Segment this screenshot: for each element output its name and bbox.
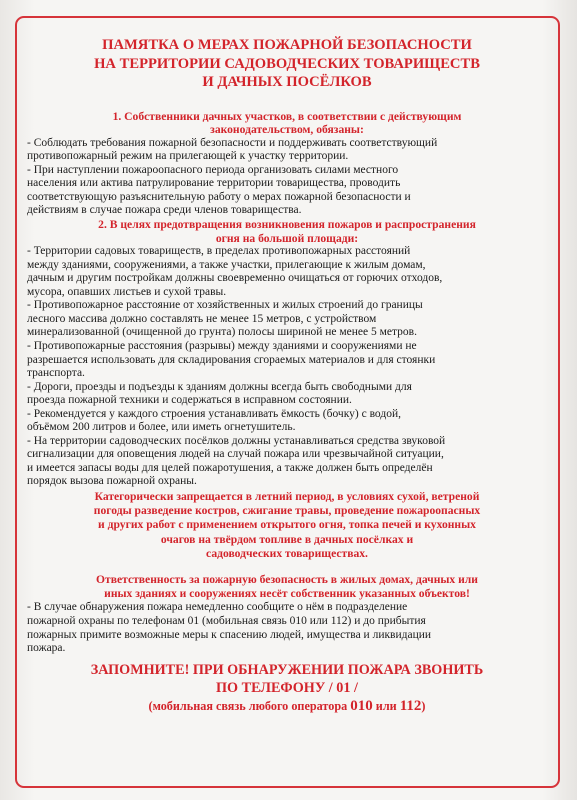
responsibility-notice: Ответственность за пожарную безопасность в жилых домах, дачных или иных зданиях и сооружениях несёт собственник указанных объектов! (96, 573, 478, 601)
prohibition-notice: Категорически запрещается в летний период, в условиях сухой, ветреной погоды разведение костров, сжигание травы, проведение пожароопасных и других работ с применением открытого огня, топка печей и кухонных очагов на твёрдом топливе в дачных посёлках и садоводческих товариществах. (93, 490, 481, 560)
poster-content (27, 36, 547, 714)
emergency-number-010: 010 (350, 697, 373, 714)
section2-heading: 2. В целях предотвращения возникновения пожаров и распространения огня на большой площади: (98, 217, 476, 245)
remember-call-notice: ЗАПОМНИТЕ! ПРИ ОБНАРУЖЕНИИ ПОЖАРА ЗВОНИТЬ ПО ТЕЛЕФОНУ / 01 / (90, 661, 484, 696)
poster-title (27, 36, 547, 92)
title-line: НА ТЕРРИТОРИИ САДОВОДЧЕСКИХ ТОВАРИЩЕСТВ (94, 55, 480, 72)
title-line: ПАМЯТКА О МЕРАХ ПОЖАРНОЙ БЕЗОПАСНОСТИ (102, 37, 472, 53)
fire-report-item: - В случае обнаружения пожара немедленно сообщите о нём в подразделение пожарной охраны по телефонам 01 (мобильная связь 010 или 112) и до прибытия пожарных примите возможные меры к спасению людей, имущества и ликвидации пожара. (27, 601, 432, 655)
section2-item: - Рекомендуется у каждого строения устанавливать ёмкость (бочку) с водой, объёмом 200 литров и более, или иметь огнетушитель. (27, 407, 401, 434)
section1-heading: 1. Собственники дачных участков, в соответствии с действующим законодательством, обязаны: (112, 109, 462, 137)
section2-item: - На территории садоводческих посёлков должны устанавливаться средства звуковой сигнализации для оповещения людей на случай пожара или чрезвычайной ситуации, и имеется запасы воды для целей пожаротушения, а также должен быть определён порядок вызова пожарной охраны. (27, 434, 446, 488)
section1-item: - Соблюдать требования пожарной безопасности и поддерживать соответствующий противопожарный режим на прилегающей к участку территории. (27, 136, 438, 163)
section2-item: - Противопожарные расстояния (разрывы) между зданиями и сооружениями не разрешается использовать для складирования сгораемых материалов и для стоянки транспорта. (27, 339, 436, 380)
section2-item: - Противопожарное расстояние от хозяйственных и жилых строений до границы лесного массива должно составлять не менее 15 метров, с устройством минерализованной (очищенной до грунта) полосы шириной не менее 5 метров. (27, 299, 423, 339)
section2-item: - Территории садовых товариществ, в пределах противопожарных расстояний между зданиями, сооружениями, а также участки, прилегающие к жилым домам, дачным и другим постройкам должны своевременно очищаться от горючих отходов, мусора, опавших листьев и сухой травы. (27, 245, 443, 298)
mobile-numbers-note: (мобильная связь любого оператора 010 или 112) (148, 697, 426, 714)
title-line: И ДАЧНЫХ ПОСЁЛКОВ (202, 74, 372, 90)
section1-item: - При наступлении пожароопасного периода организовать силами местного населения или актива патрулирование территории товарищества, проводить соответствующую разъяснительную работу о мерах пожарной безопасности и действиям в случае пожара среди членов товарищества. (27, 163, 411, 217)
emergency-number-112: 112 (399, 697, 422, 714)
section2-item: - Дороги, проезды и подъезды к зданиям должны всегда быть свободными для проезда пожарной техники и содержаться в исправном состоянии. (27, 380, 412, 407)
